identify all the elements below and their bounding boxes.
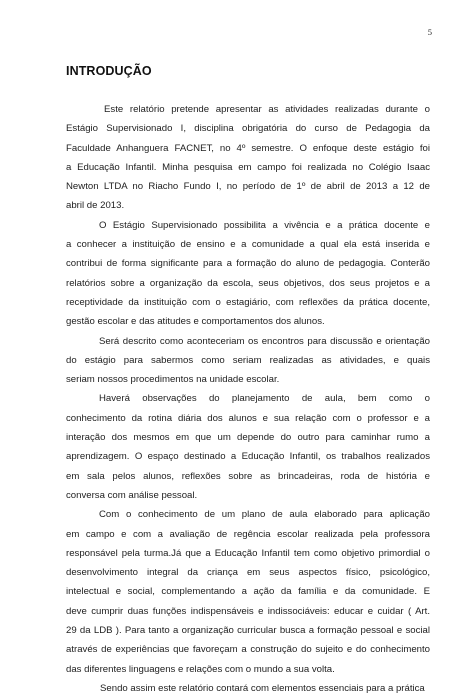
text-line: responsável pela turma.Já que a Educação Infantil tem como objetivo primordial o xyxy=(66,547,430,559)
text-line: interação dos mesmos em que um depende do outro para caminhar rumo a xyxy=(66,432,430,444)
text-line: contribui de forma significante para a formação do aluno de pedagogia. Conterão xyxy=(66,258,430,270)
body-text xyxy=(66,100,430,698)
section-heading: INTRODUÇÃO xyxy=(66,64,152,78)
text-line: 29 da LDB ). Para tanto a organização curricular busca a formação pessoal e social xyxy=(66,625,430,637)
text-line: Este relatório pretende apresentar as atividades realizadas durante o xyxy=(104,104,430,115)
text-line: Newton LTDA no Riacho Fundo I, no período de 1º de abril de 2013 a 12 de xyxy=(66,181,430,193)
paragraph-5 xyxy=(66,505,430,679)
text-line: Com o conhecimento de um plano de aula elaborado para aplicação xyxy=(99,509,430,521)
text-line: intelectual e social, complementando a ação da família e da comunidade. E xyxy=(66,586,430,598)
page-number: 5 xyxy=(427,27,432,37)
paragraph-1 xyxy=(66,100,430,216)
text-line: a conhecer a instituição de ensino e a comunidade a qual ela está inserida e xyxy=(66,239,430,251)
text-line: Haverá observações do planejamento de aula, bem como o xyxy=(99,393,430,405)
text-line: conhecimento da rotina diária dos alunos e sua relação com o professor e a xyxy=(66,412,430,424)
text-line: em sala pelos alunos, reflexões sobre as brincadeiras, roda de história e xyxy=(66,470,430,482)
text-line: aprendizagem. O espaço destinado a Educação Infantil, os trabalhos realizados xyxy=(66,451,430,463)
text-line: receptividade da instituição com o estagiário, com reflexões da prática docente, xyxy=(66,296,430,308)
text-line: a Educação Infantil. Minha pesquisa em campo foi realizada no Colégio Isaac xyxy=(66,161,430,173)
text-line: relatórios sobre a organização da escola, seus objetivos, dos seus projetos e a xyxy=(66,277,430,289)
text-line: gestão escolar e das atitudes e comportamentos dos alunos. xyxy=(66,316,325,328)
paragraph-2 xyxy=(66,216,430,332)
paragraph-6 xyxy=(66,679,430,698)
text-line: Será descrito como aconteceriam os encontros para discussão e orientação xyxy=(99,335,430,347)
text-line: abril de 2013. xyxy=(66,200,125,212)
text-line: seriam nossos procedimentos na unidade escolar. xyxy=(66,374,280,386)
paragraph-4 xyxy=(66,389,430,505)
text-line: em campo e com a avaliação de regência escolar realizada pela professora xyxy=(66,528,430,540)
text-line: através de experiências que favoreçam a construção do sujeito e do conhecimento xyxy=(66,644,430,656)
text-line: Sendo assim este relatório contará com elementos essenciais para a prática xyxy=(100,682,425,694)
text-line: conversa com análise pessoal. xyxy=(66,489,198,501)
text-line: desenvolvimento integral da criança em seus aspectos físico, psicológico, xyxy=(66,567,430,579)
text-line: do estágio para sabermos como seriam realizadas as atividades, e quais xyxy=(66,354,430,366)
paragraph-3 xyxy=(66,332,430,390)
text-line: Estágio Supervisionado I, disciplina obrigatória do curso de Pedagogia da xyxy=(66,123,430,135)
text-line: das diferentes linguagens e relações com o mundo a sua volta. xyxy=(66,663,335,675)
text-line: deve cumprir duas funções indispensáveis e indissociáveis: educar e cuidar ( Art. xyxy=(66,605,430,617)
text-line: O Estágio Supervisionado possibilita a vivência e a prática docente e xyxy=(99,219,430,231)
text-line: Faculdade Anhanguera FACNET, no 4º semestre. O enfoque deste estágio foi xyxy=(66,142,430,154)
